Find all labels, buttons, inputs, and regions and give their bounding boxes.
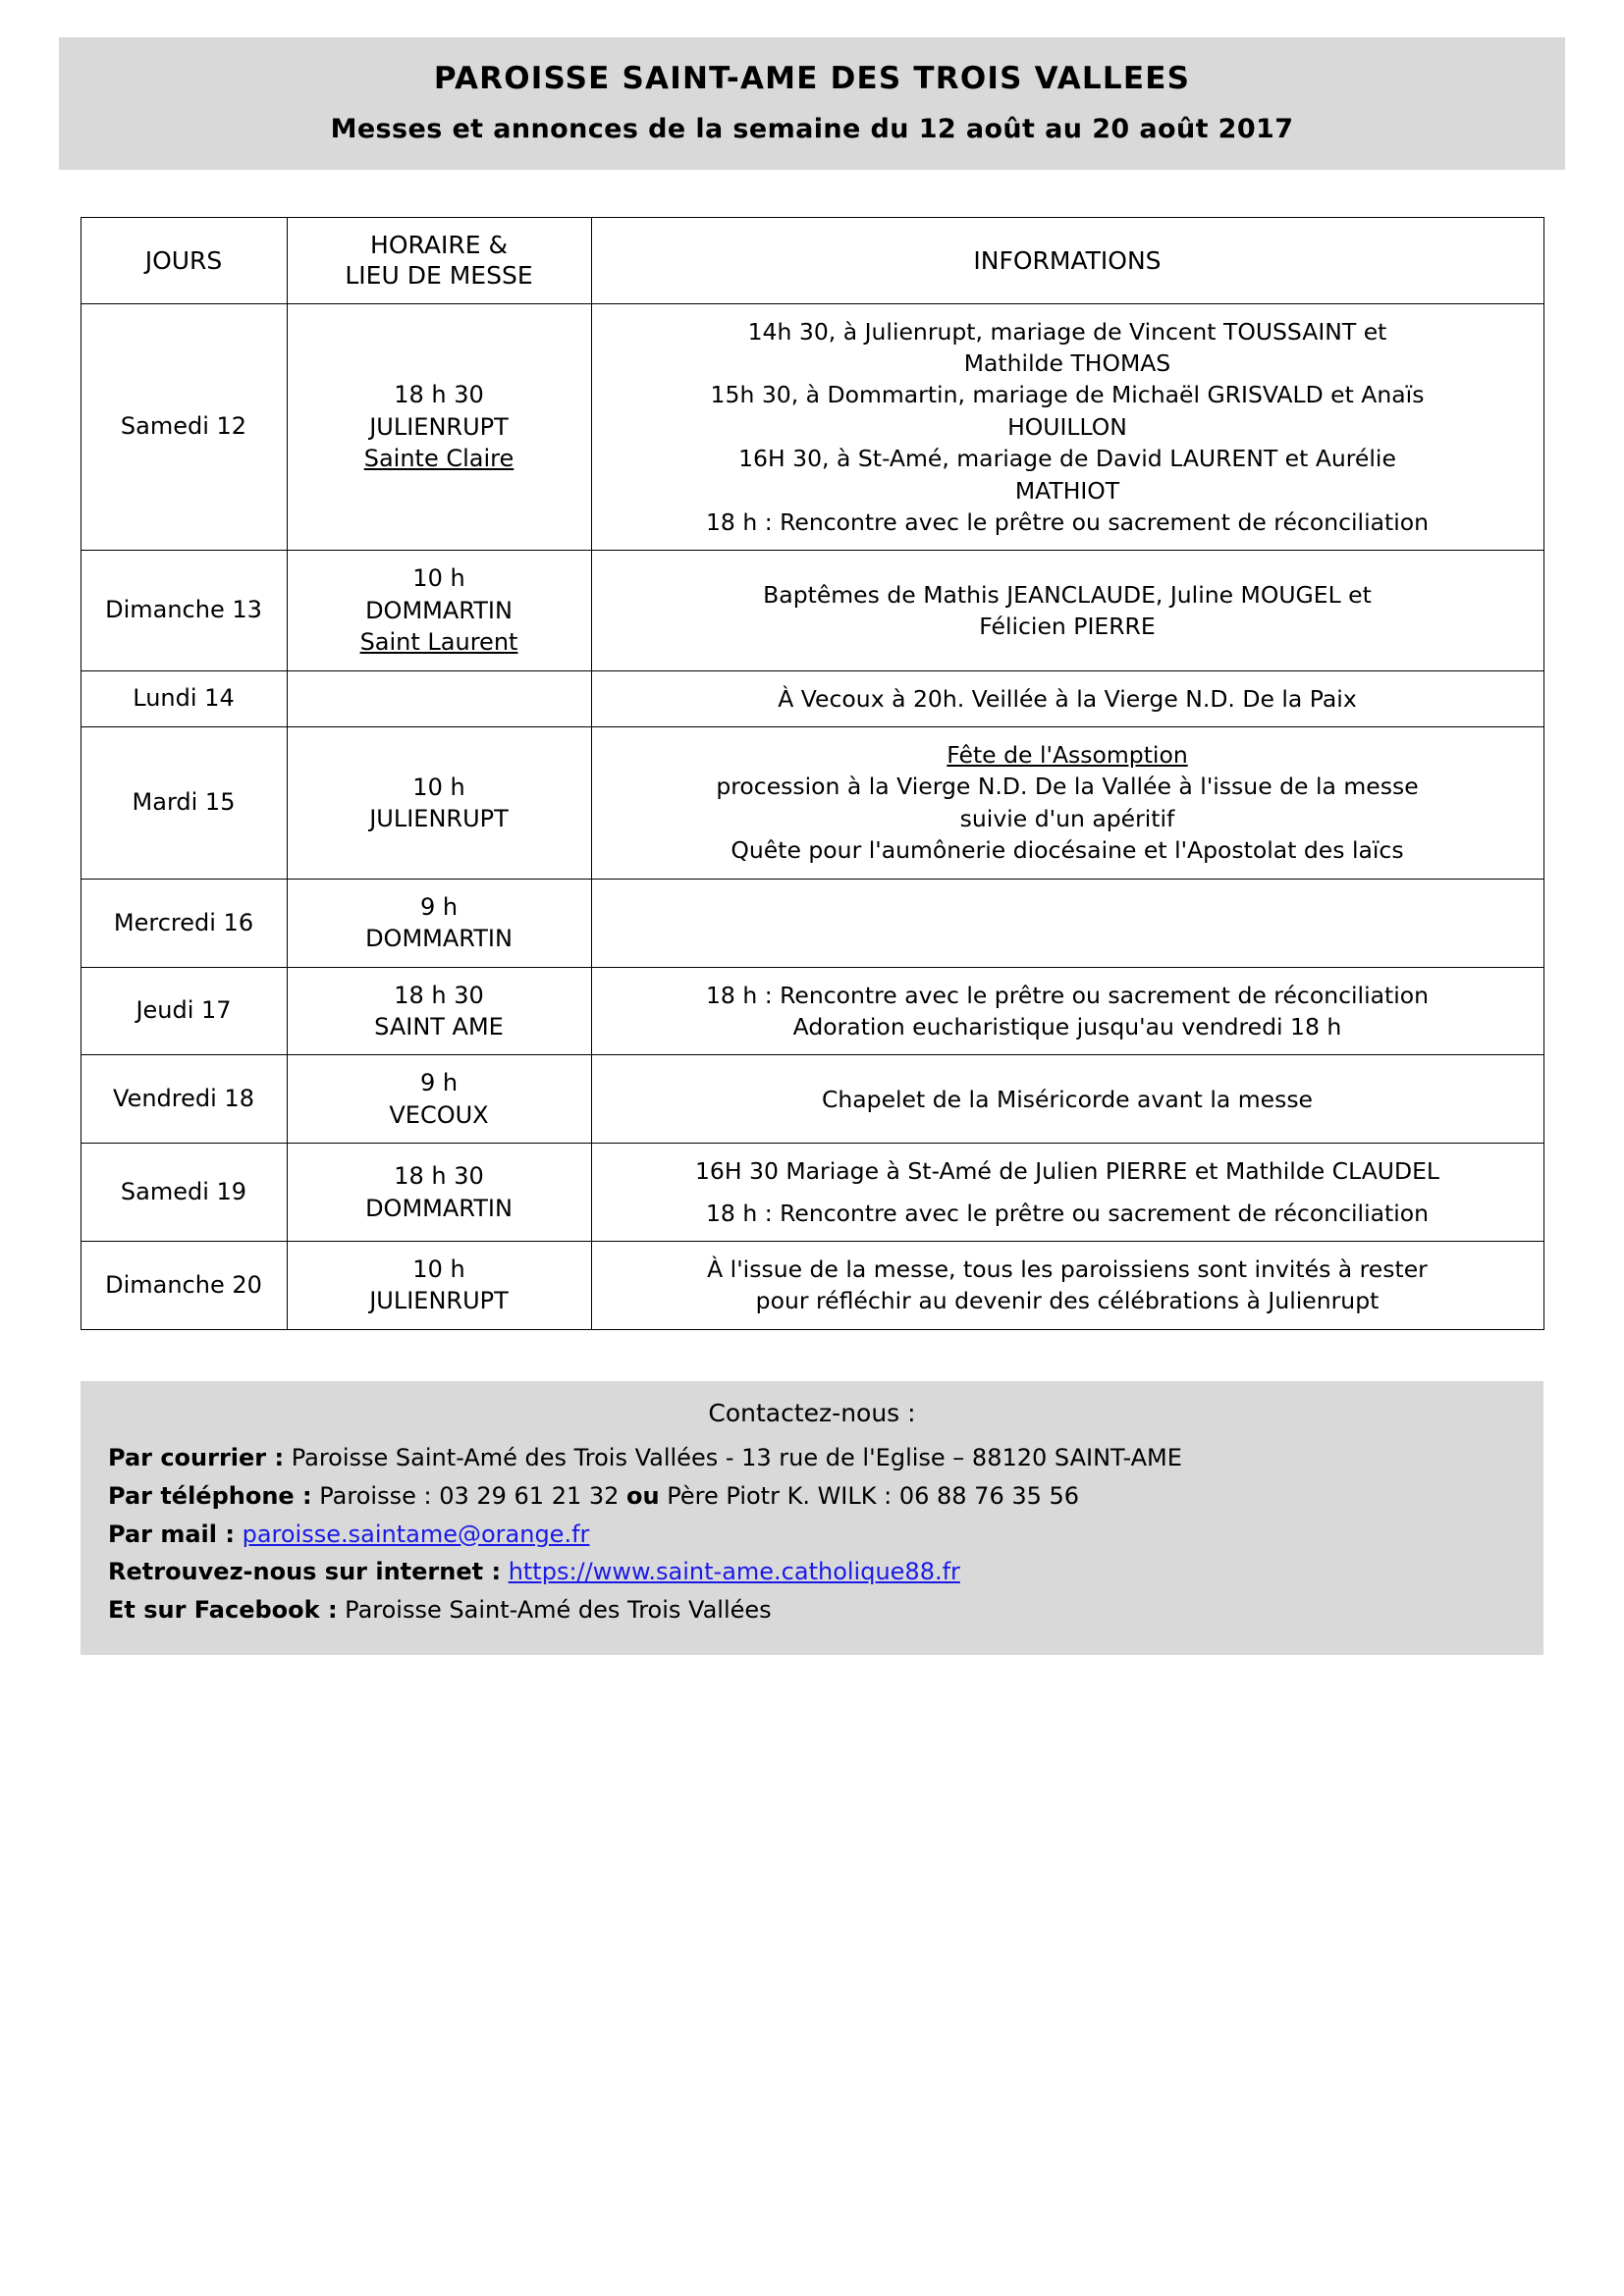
page-title: PAROISSE SAINT-AME DES TROIS VALLEES [433, 61, 1191, 96]
row-day: Dimanche 13 [81, 551, 287, 670]
row-place-line: SAINT AME [374, 1012, 504, 1041]
row-place-line: DOMMARTIN [365, 925, 513, 953]
table-row [81, 967, 1543, 1055]
row-information [591, 303, 1543, 551]
contact-title: Contactez-nous : [708, 1398, 916, 1427]
schedule-table [81, 217, 1544, 1330]
info-line: procession à la Vierge N.D. De la Vallée à l'issue de la messe [716, 773, 1419, 801]
row-day: Jeudi 17 [81, 967, 287, 1055]
row-place-line: JULIENRUPT [369, 804, 509, 832]
column-header-time-line2: LIEU DE MESSE [345, 261, 533, 291]
info-line: Quête pour l'aumônerie diocésaine et l'Apostolat des laïcs [731, 836, 1404, 865]
info-title: Fête de l'Assomption [947, 741, 1188, 770]
info-line: Baptêmes de Mathis JEANCLAUDE, Juline MOUGEL et [763, 580, 1372, 609]
row-saint-line: Sainte Claire [363, 445, 514, 473]
table-row [81, 1144, 1543, 1242]
info-line: 16H 30 Mariage à St-Amé de Julien PIERRE et Mathilde CLAUDEL [694, 1157, 1440, 1186]
contact-phone-label: Par téléphone : [108, 1481, 312, 1510]
row-saint-line: Saint Laurent [359, 628, 518, 657]
table-row [81, 670, 1543, 726]
header-banner [59, 37, 1565, 170]
row-day: Dimanche 20 [81, 1241, 287, 1329]
row-information [591, 727, 1543, 880]
info-line: suivie d'un apéritif [959, 804, 1175, 832]
info-line: Félicien PIERRE [979, 613, 1156, 641]
info-line: HOUILLON [1007, 412, 1127, 441]
contact-phone-line [108, 1477, 1516, 1516]
row-place-line: JULIENRUPT [369, 1287, 509, 1315]
row-time-place [287, 670, 591, 726]
row-time-line: 9 h [419, 1069, 459, 1097]
info-line: MATHIOT [1014, 476, 1120, 505]
info-line: 16H 30, à St-Amé, mariage de David LAURENT et Aurélie [738, 445, 1396, 473]
column-header-time-place [287, 218, 591, 304]
row-day: Mardi 15 [81, 727, 287, 880]
contact-phone-value-parish: Paroisse : 03 29 61 21 32 [311, 1481, 627, 1510]
row-time-line: 10 h [412, 564, 465, 593]
info-spacer [600, 1188, 1536, 1198]
contact-facebook-value: Paroisse Saint-Amé des Trois Vallées [337, 1596, 772, 1625]
info-line: 18 h : Rencontre avec le prêtre ou sacrement de réconciliation [705, 508, 1430, 537]
row-time-place [287, 551, 591, 670]
row-information [591, 1055, 1543, 1144]
table-row [81, 303, 1543, 551]
row-day: Mercredi 16 [81, 879, 287, 967]
info-line: 18 h : Rencontre avec le prêtre ou sacrement de réconciliation [705, 981, 1430, 1009]
row-day: Lundi 14 [81, 670, 287, 726]
row-time-line: 10 h [412, 1255, 465, 1284]
column-header-time-line1: HORAIRE & [370, 231, 508, 259]
info-line: Mathilde THOMAS [963, 348, 1171, 377]
info-line: À l'issue de la messe, tous les paroissiens sont invités à rester [707, 1255, 1428, 1283]
row-information [591, 551, 1543, 670]
page-subtitle: Messes et annonces de la semaine du 12 août au 20 août 2017 [330, 114, 1294, 144]
row-place-line: VECOUX [389, 1100, 489, 1129]
row-time-line: 18 h 30 [394, 981, 484, 1009]
table-header-row [81, 218, 1543, 304]
info-line: Adoration eucharistique jusqu'au vendredi 18 h [792, 1012, 1342, 1041]
row-time-place [287, 727, 591, 880]
row-place-line: DOMMARTIN [365, 596, 513, 624]
info-line: 14h 30, à Julienrupt, mariage de Vincent TOUSSAINT et [747, 317, 1387, 346]
contact-phone-or: ou [626, 1481, 660, 1510]
row-time-place [287, 879, 591, 967]
contact-footer [81, 1381, 1543, 1655]
column-header-information: INFORMATIONS [591, 218, 1543, 304]
row-place-line: JULIENRUPT [369, 412, 509, 441]
row-time-place [287, 967, 591, 1055]
row-time-line: 10 h [412, 773, 465, 801]
row-day: Samedi 12 [81, 303, 287, 551]
contact-mail-label: Par courrier : [108, 1443, 285, 1471]
contact-mail-value: Paroisse Saint-Amé des Trois Vallées - 13 rue de l'Eglise – 88120 SAINT-AME [284, 1443, 1182, 1471]
table-row [81, 1241, 1543, 1329]
contact-facebook-line [108, 1591, 1516, 1629]
email-link[interactable]: paroisse.saintame@orange.fr [242, 1520, 590, 1548]
info-line: pour réfléchir au devenir des célébrations à Julienrupt [755, 1287, 1380, 1315]
row-information [591, 967, 1543, 1055]
table-row [81, 551, 1543, 670]
website-link[interactable]: https://www.saint-ame.catholique88.fr [508, 1558, 960, 1586]
info-line: 15h 30, à Dommartin, mariage de Michaël GRISVALD et Anaïs [710, 381, 1425, 409]
contact-phone-value-priest: Père Piotr K. WILK : 06 88 76 35 56 [659, 1481, 1080, 1510]
row-time-line: 18 h 30 [394, 381, 484, 409]
table-row [81, 1055, 1543, 1144]
column-header-days: JOURS [81, 218, 287, 304]
row-information [591, 1144, 1543, 1242]
row-time-line: 18 h 30 [394, 1162, 484, 1191]
row-day: Vendredi 18 [81, 1055, 287, 1144]
row-information [591, 879, 1543, 967]
table-row [81, 879, 1543, 967]
info-line: Chapelet de la Miséricorde avant la messe [821, 1085, 1314, 1113]
row-information [591, 1241, 1543, 1329]
contact-email-line [108, 1516, 1516, 1554]
contact-email-label: Par mail : [108, 1520, 235, 1548]
contact-facebook-label: Et sur Facebook : [108, 1596, 338, 1625]
info-line: 18 h : Rencontre avec le prêtre ou sacrement de réconciliation [705, 1199, 1430, 1227]
contact-web-line [108, 1553, 1516, 1591]
row-information [591, 670, 1543, 726]
contact-web-label: Retrouvez-nous sur internet : [108, 1558, 502, 1586]
contact-mail-line [108, 1439, 1516, 1477]
table-row [81, 727, 1543, 880]
row-day: Samedi 19 [81, 1144, 287, 1242]
row-time-place [287, 1055, 591, 1144]
row-time-place [287, 303, 591, 551]
row-time-place [287, 1144, 591, 1242]
row-place-line: DOMMARTIN [365, 1194, 513, 1222]
row-time-place [287, 1241, 591, 1329]
info-line: À Vecoux à 20h. Veillée à la Vierge N.D. De la Paix [778, 684, 1357, 713]
row-time-line: 9 h [419, 892, 459, 921]
